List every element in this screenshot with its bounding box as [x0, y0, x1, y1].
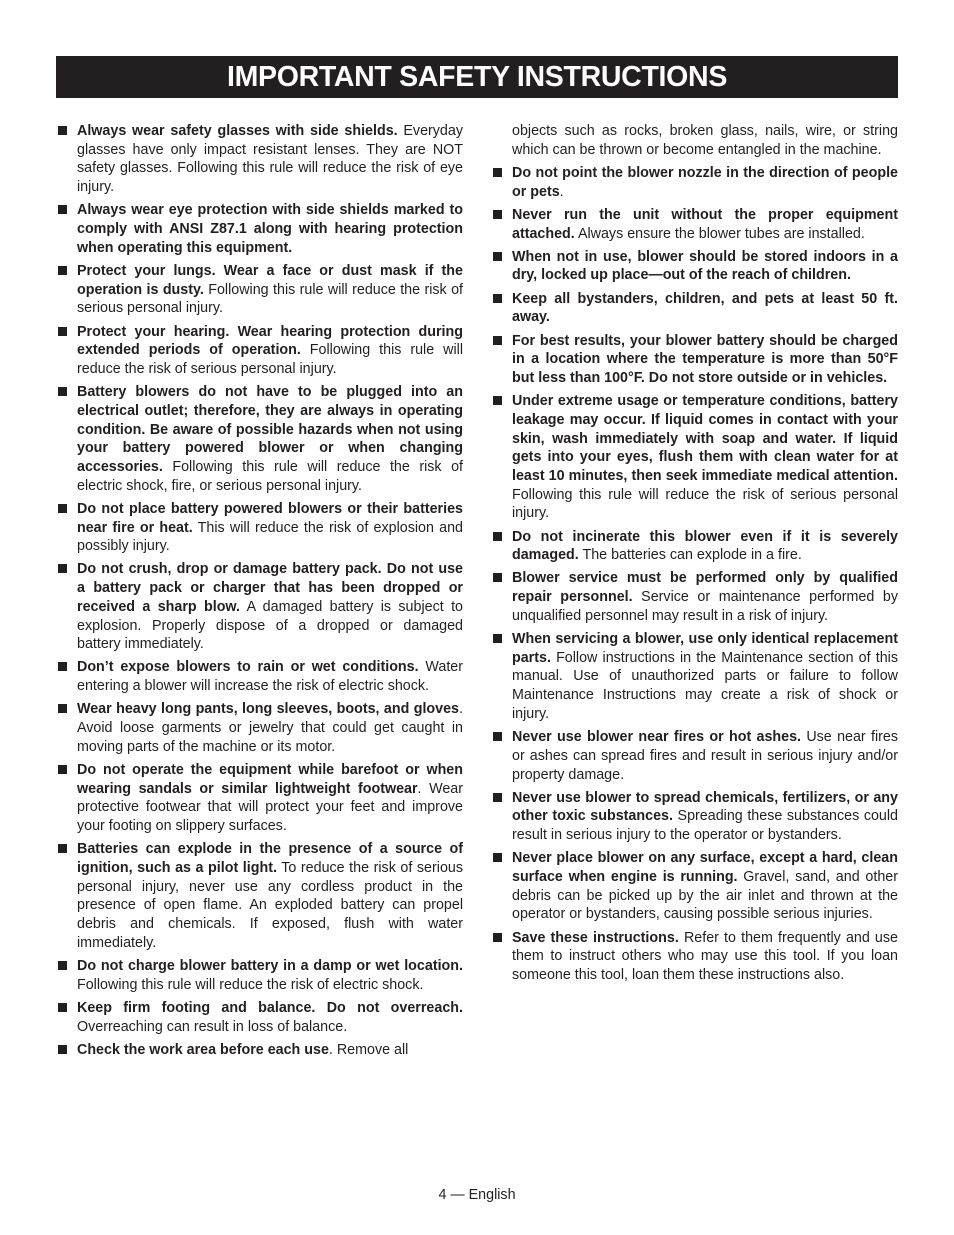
square-bullet-icon	[58, 126, 67, 135]
item-text: Overreaching can result in loss of balance.	[77, 1018, 348, 1035]
safety-item	[492, 630, 898, 724]
square-bullet-icon	[58, 266, 67, 275]
safety-item	[57, 383, 463, 495]
item-heading: Do not charge blower battery in a damp or wet location.	[77, 958, 463, 975]
item-heading: Never use blower near fires or hot ashes.	[512, 729, 802, 746]
item-text: . Wear protective footwear that will protect your feet and improve your footing on slippery surfaces.	[77, 780, 463, 835]
item-heading: Battery blowers do not have to be plugged into an electrical outlet; therefore, they are always in operating condition. Be aware of possible hazards when not using your battery powered blower or when changing accessories.	[77, 384, 463, 475]
square-bullet-icon	[493, 853, 502, 862]
square-bullet-icon	[58, 765, 67, 774]
item-text: The batteries can explode in a fire.	[578, 547, 802, 564]
safety-item	[57, 700, 463, 756]
item-heading: Do not crush, drop or damage battery pack. Do not use a battery pack or charger that has been dropped or received a sharp blow.	[77, 561, 463, 615]
safety-item	[492, 290, 898, 327]
item-heading: When not in use, blower should be stored indoors in a dry, locked up place—out of the reach of children.	[512, 248, 898, 284]
item-text: Use near fires or ashes can spread fires and result in serious injury and/or property damage.	[512, 729, 898, 783]
item-text: To reduce the risk of serious personal injury, never use any cordless product in the presence of open flame. An exploded battery can propel debris and chemicals. If exposed, flush with water immediately.	[77, 860, 463, 951]
safety-item	[57, 761, 463, 836]
square-bullet-icon	[58, 564, 67, 573]
item-text: Always ensure the blower tubes are installed.	[574, 225, 865, 242]
safety-item	[492, 332, 898, 388]
safety-item	[57, 262, 463, 318]
safety-item	[57, 201, 463, 257]
item-heading: Save these instructions.	[512, 929, 679, 946]
item-heading: When servicing a blower, use only identical replacement parts.	[512, 631, 898, 666]
item-text: Spreading these substances could result in serious injury to the operator or bystanders.	[512, 808, 898, 844]
item-heading: Always wear safety glasses with side shields.	[77, 123, 398, 139]
square-bullet-icon	[58, 327, 67, 336]
item-text: . Remove all	[328, 1041, 409, 1058]
item-text: This will reduce the risk of explosion and possibly injury.	[77, 519, 463, 555]
safety-item	[57, 840, 463, 952]
item-heading: For best results, your blower battery should be charged in a location where the temperature is more than 50°F but less than 100°F. Do not store outside or in vehicles.	[512, 332, 898, 386]
item-heading: Do not operate the equipment while barefoot or when wearing sandals or similar lightweight footwear	[77, 762, 463, 797]
safety-item	[57, 999, 463, 1036]
safety-item	[492, 789, 898, 845]
square-bullet-icon	[493, 933, 502, 942]
safety-item	[57, 500, 463, 556]
item-heading: Protect your lungs. Wear a face or dust mask if the operation is dusty.	[77, 262, 463, 298]
safety-item	[492, 929, 898, 985]
item-heading: Keep all bystanders, children, and pets at least 50 ft. away.	[512, 290, 898, 326]
square-bullet-icon	[493, 336, 502, 345]
square-bullet-icon	[493, 532, 502, 541]
square-bullet-icon	[58, 387, 67, 396]
safety-item	[492, 164, 898, 201]
item-text: . Avoid loose garments or jewelry that could get caught in moving parts of the machine or its motor.	[77, 701, 463, 755]
square-bullet-icon	[58, 504, 67, 513]
item-heading: Do not point the blower nozzle in the direction of people or pets	[512, 164, 898, 200]
square-bullet-icon	[58, 662, 67, 671]
item-text: Everyday glasses have only impact resistant lenses. They are NOT safety glasses. Following this rule will reduce the risk of eye injury.	[77, 123, 463, 196]
item-heading: Protect your hearing. Wear hearing protection during extended periods of operation.	[77, 323, 463, 359]
right-column	[492, 122, 898, 989]
safety-item	[57, 560, 463, 654]
item-text: Following this rule will reduce the risk of serious personal injury.	[512, 486, 898, 522]
page-title: IMPORTANT SAFETY INSTRUCTIONS	[226, 60, 728, 93]
item-text: Following this rule will reduce the risk of serious personal injury.	[77, 342, 463, 377]
safety-item	[57, 957, 463, 994]
item-heading: Do not incinerate this blower even if it is severely damaged.	[512, 528, 898, 564]
item-heading: Never run the unit without the proper equipment attached.	[512, 206, 898, 242]
left-column	[57, 122, 463, 1064]
square-bullet-icon	[493, 168, 502, 177]
item-continuation: objects such as rocks, broken glass, nails, wire, or string which can be thrown or become entangled in the machine.	[512, 123, 898, 158]
square-bullet-icon	[58, 961, 67, 970]
item-text: Following this rule will reduce the risk of electric shock.	[77, 976, 424, 993]
square-bullet-icon	[58, 205, 67, 214]
item-text: Follow instructions in the Maintenance section of this manual. Use of unauthorized parts or failure to follow Maintenance Instructions may create a risk of shock or injury.	[512, 649, 898, 722]
safety-item	[492, 248, 898, 285]
item-text: Following this rule will reduce the risk of serious personal injury.	[77, 281, 463, 317]
square-bullet-icon	[493, 210, 502, 219]
safety-item	[492, 569, 898, 625]
item-text: A damaged battery is subject to explosion. Properly dispose of a dropped or damaged battery immediately.	[77, 598, 463, 653]
item-text: Gravel, sand, and other debris can be picked up by the air inlet and thrown at the operator or bystanders, causing possible serious injuries.	[512, 869, 898, 923]
item-text: Service or maintenance performed by unqualified personnel may result in a risk of injury.	[512, 589, 898, 624]
item-heading: Never place blower on any surface, except a hard, clean surface when engine is running.	[512, 850, 898, 886]
item-heading: Keep firm footing and balance. Do not overreach.	[77, 999, 463, 1016]
item-heading: Under extreme usage or temperature conditions, battery leakage may occur. If liquid comes in contact with your skin, wash immediately with soap and water. If liquid gets into your eyes, flush them with clean water for at least 10 minutes, then seek immediate medical attention.	[512, 393, 898, 484]
item-heading: Batteries can explode in the presence of a source of ignition, such as a pilot light.	[77, 841, 463, 877]
safety-item	[57, 658, 463, 695]
item-heading: Blower service must be performed only by qualified repair personnel.	[512, 570, 898, 606]
item-heading: Don’t expose blowers to rain or wet conditions.	[77, 659, 419, 676]
item-heading: Do not place battery powered blowers or their batteries near fire or heat.	[77, 500, 463, 536]
title-banner	[56, 56, 898, 98]
item-text: .	[559, 183, 564, 200]
safety-item	[57, 1041, 463, 1060]
page-footer: 4 — English	[438, 1187, 516, 1203]
square-bullet-icon	[58, 844, 67, 853]
safety-item	[492, 528, 898, 565]
square-bullet-icon	[493, 793, 502, 802]
safety-item	[492, 392, 898, 523]
square-bullet-icon	[493, 252, 502, 261]
item-heading: Wear heavy long pants, long sleeves, boots, and gloves	[77, 701, 460, 718]
item-text: Refer to them frequently and use them to instruct others who may use this tool. If you loan someone this tool, loan them these instructions also.	[512, 929, 898, 984]
square-bullet-icon	[493, 634, 502, 643]
square-bullet-icon	[58, 1003, 67, 1012]
square-bullet-icon	[493, 732, 502, 741]
safety-item	[492, 728, 898, 784]
item-heading: Never use blower to spread chemicals, fertilizers, or any other toxic substances.	[512, 789, 898, 825]
square-bullet-icon	[493, 573, 502, 582]
square-bullet-icon	[493, 294, 502, 303]
safety-item	[57, 122, 463, 197]
safety-item	[492, 849, 898, 924]
item-text: Water entering a blower will increase the risk of electric shock.	[77, 659, 464, 695]
safety-item	[57, 323, 463, 379]
item-text: Following this rule will reduce the risk of electric shock, fire, or serious personal injury.	[77, 458, 463, 494]
square-bullet-icon	[58, 1045, 67, 1054]
item-heading: Always wear eye protection with side shields marked to comply with ANSI Z87.1 along with hearing protection when operating this equipment.	[77, 202, 463, 256]
safety-item	[492, 206, 898, 243]
square-bullet-icon	[493, 396, 502, 405]
item-heading: Check the work area before each use	[77, 1041, 329, 1058]
square-bullet-icon	[58, 704, 67, 713]
